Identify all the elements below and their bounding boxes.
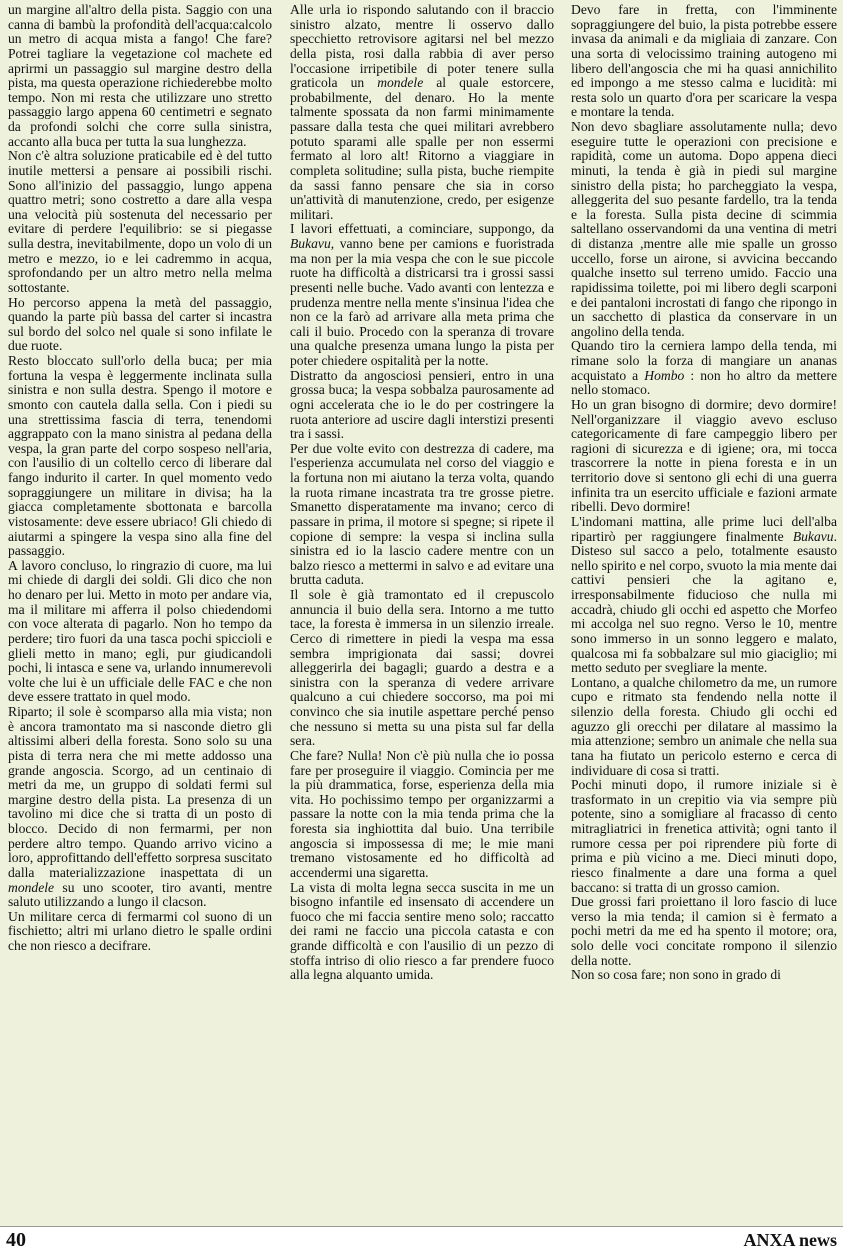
paragraph: Lontano, a qualche chilometro da me, un rumore cupo e ritmato sta fendendo nella notte il silenzio della foresta. Chiudo gli occhi ed aguzzo gli orecchi per dilatare al massimo la mia attenzione; sembro un animale che nella sua tana ha fiutato un pericolo esterno e cerca di individuare di cosa si tratti. — [571, 674, 837, 778]
italic-term: Bukavu — [792, 528, 834, 544]
italic-term: Bukavu — [290, 236, 331, 251]
paragraph: Per due volte evito con destrezza di cadere, ma l'esperienza accumulata nel corso del viaggio e la fortuna non mi aiutano la terza volta, quando la ruota rimane incastrata tra tre grosse pietre. Smanetto disperatamente ma invano; cerco di passare in prima, il motore si spegne; si ripete il copione di sempre: la vespa si inclina sulla sinistra ed io la lascio cadere mentre con un balzo riesco a mettermi in salvo e ad evitare una brutta caduta. — [290, 440, 554, 588]
paragraph: Non c'è altra soluzione praticabile ed è del tutto inutile mettersi a pensare ai possibili rischi. Sono all'inizio del passaggio, lungo appena quattro metri; sono costretto a dare alla vespa una velocità più sostenuta del necessario per evitare di perdere l'equilibrio: se si piegasse sulla destra, inevitabilmente, dopo un volo di un metro e mezzo, io e lei cadremmo in acqua, sprofondando per un altro metro nella melma sottostante. — [8, 148, 272, 295]
paragraph: Resto bloccato sull'orlo della buca; per mia fortuna la vespa è leggermente inclinata sulla sinistra e non sulla destra. Spengo il motore e smonto con cautela dalla sella. Con i piedi su una strettissima fascia di terra, tenendomi aggrappato con la mano sinistra al pedana della vespa, la gran parte del corpo sospeso nell'aria, con l'ausilio di un coltello cerco di liberare dal fango indurito il carter. In quel momento vedo sopraggiungere un militare in divisa; ha la giacca completamente sbottonata e barcolla vistosamente: deve essere ubriaco! Gli chiedo di aiutarmi a spingere la vespa sino alla fine del passaggio. — [8, 353, 272, 559]
italic-term: mondele — [377, 75, 424, 91]
paragraph: Ho percorso appena la metà del passaggio, quando la parte più bassa del carter si incastra sul bordo del solco nel quale si sono infilate le due ruote. — [8, 294, 272, 354]
paragraph: Alle urla io rispondo salutando con il braccio sinistro alzato, mentre li osservo dallo specchietto retrovisore agitarsi nel bel mezzo della pista, rosi dalla rabbia di aver perso l'occasione irripetibile di poter tenere sulla graticola un mondele al quale estorcere, probabilmente, del denaro. Ho la mente talmente spossata da non farmi minimamente passare dalla testa che quei militari avrebbero potuto sparami alle spalle per non essermi fermato al loro alt! Ritorno a viaggiare in completa solitudine; sulla pista, buche riempite da sassi fanno pensare che sia in corso un'attività di manutenzione, credo, per esigenze militari. — [290, 3, 554, 222]
paragraph: Devo fare in fretta, con l'imminente sopraggiungere del buio, la pista potrebbe essere invasa da animali e da migliaia di zanzare. Con una sorta di velocissimo training autogeno mi libero dell'angoscia che mi ha quasi annichilito ed impongo a me stesso calma e lucidità: mi resta solo un quarto d'ora per scaricare la vespa e montare la tenda. — [571, 3, 837, 120]
paragraph: Che fare? Nulla! Non c'è più nulla che io possa fare per proseguire il viaggio. Comincia per me la più drammatica, forse, esperienza della mia vita. Ho pochissimo tempo per organizzarmi a passare la notte con la mia tenda prima che la foresta sia inghiottita dal buio. Una terribile angoscia si impossessa di me; le mie mani tremano vistosamente ed ho difficoltà ad accendermi una sigaretta. — [290, 747, 554, 880]
publication-name: ANXA news — [743, 1230, 837, 1250]
italic-term: mondele — [8, 879, 55, 895]
paragraph: Non devo sbagliare assolutamente nulla; devo eseguire tutte le operazioni con precisione e rapidità, come un automa. Dopo appena dieci minuti, la tenda è già in piedi sul margine sinistro della pista; ho parcheggiato la vespa, alleggerita del suo pesante fardello, tra la tenda e la foresta. Sulla pista decine di scimmia saltellano osservandomi da una ventina di metri di distanza ,mentre alle mie spalle un grosso uccello, forse un airone, si avvicina beccando qualche insetto sul terreno umido. Faccio una rapidissima toilette, poi mi libero degli scarponi e dei pantaloni incrostati di fango che ripongo in un sacchetto di plastica da conservare in un angolino della tenda. — [571, 119, 837, 339]
paragraph: I lavori effettuati, a cominciare, suppongo, da Bukavu, vanno bene per camions e fuoristrada ma non per la mia vespa che con le sue piccole ruote ha difficoltà a districarsi tra i grossi sassi presenti nelle buche. Vado avanti con lentezza e prudenza mentre nella mente s'insinua l'idea che non ce la farò ad arrivare alla meta prima che cali il buio. Procedo con la speranza di trovare una qualche presenza umana lungo la pista per poter chiedere ospitalità per la notte. — [290, 221, 554, 368]
paragraph: Non so cosa fare; non sono in grado di — [571, 967, 781, 983]
text-column-1 — [8, 3, 272, 1221]
paragraph: Un militare cerca di fermarmi col suono di un fischietto; altri mi urlano dietro le spalle ordini che non riesco a decifrare. — [8, 908, 272, 953]
italic-term: Hombo — [644, 367, 685, 383]
footer-divider — [0, 1226, 843, 1227]
paragraph: Il sole è già tramontato ed il crepuscolo annuncia il buio della sera. Intorno a me tutto tace, la foresta è immersa in un silenzio irreale. Cerco di rimettere in piedi la vespa ma essa sembra imprigionata dai sassi; dovrei alleggerirla dei bagagli; guardo a destra e a sinistra con la speranza di vedere arrivare qualcuno a cui chiedere soccorso, ma poi mi convinco che sia inutile aspettare perché penso che nessuno si metta su una pista sul far della sera. — [290, 587, 554, 749]
paragraph: La vista di molta legna secca suscita in me un bisogno infantile ed insensato di accendere un fuoco che mi faccia sentire meno solo; raccatto dei rami ne faccio una piccola catasta e con grande difficoltà e con l'ausilio di un pezzo di stoffa intriso di olio riesco a far prendere fuoco alla legna alquanto umida. — [290, 879, 554, 983]
paragraph: Distratto da angosciosi pensieri, entro in una grossa buca; la vespa sobbalza paurosamente ad ogni accelerata che io le do per costringere la ruota anteriore ad uscire dagli interstizi presenti tra i sassi. — [290, 367, 554, 442]
paragraph: Pochi minuti dopo, il rumore iniziale si è trasformato in un crepitio via via sempre più potente, sino a somigliare al fracasso di cento mitragliatrici in frenetica attività; ogni tanto il rumore cessa per poi riprendere più forte di prima e più vicino a me. Dieci minuti dopo, riesco finalmente a dare una forma a quel baccano: si tratta di un grosso camion. — [571, 777, 837, 895]
paragraph: A lavoro concluso, lo ringrazio di cuore, ma lui mi chiede di dargli dei soldi. Gli dico che non ho denaro per lui. Metto in moto per andare via, ma il militare mi afferra il polso chiedendomi con voce alterata di pagarlo. Non ho tempo da perdere; tiro fuori da una tasca pochi spiccioli e glieli metto in mano; egli, pur giudicandoli pochi, li intasca e sene va, urlando innumerevoli volte che lui è un ufficiale delle FAC e che non deve essere trattato in quel modo. — [8, 557, 272, 705]
text-column-2 — [290, 3, 554, 1221]
paragraph: Due grossi fari proiettano il loro fascio di luce verso la mia tenda; il camion si è fermato a pochi metri da me ed ha spento il motore; ora, solo delle voci concitate rompono il silenzio della notte. — [571, 894, 837, 968]
paragraph: L'indomani mattina, alle prime luci dell'alba ripartirò per raggiungere finalmente Bukavu. Disteso sul sacco a pelo, totalmente esausto nello spirito e nel corpo, svuoto la mia mente dai cattivi pensieri che la agitano e, irresponsabilmente fiducioso che nulla mi accadrà, chiudo gli occhi ed aspetto che Morfeo mi accolga nel suo regno. Verso le 10, mentre sono immerso in un sonno leggero e malato, qualcosa mi fa sobbalzare sul mio giaciglio; mi metto seduto per svegliare la mente. — [571, 513, 837, 676]
page-number: 40 — [6, 1229, 26, 1251]
paragraph: Quando tiro la cerniera lampo della tenda, mi rimane solo la forza di mangiare un ananas acquistato a Hombo : non ho altro da mettere nello stomaco. — [571, 338, 837, 398]
paragraph: Ho un gran bisogno di dormire; devo dormire! Nell'organizzare il viaggio avevo escluso categoricamente di fare campeggio libero per ragioni di sicurezza e di igiene; ora, mi tocca trascorrere la notte in piena foresta e in un territorio dove si sentono gli echi di una guerra infinita tra un esercito ufficiale e fazioni armate ribelli. Devo dormire! — [571, 396, 837, 515]
paragraph: un margine all'altro della pista. Saggio con una canna di bambù la profondità dell'acqua:calcolo un metro di acqua mista a fango! Che fare? Potrei tagliare la vegetazione col machete ed aprirmi un passaggio sul margine destro della pista, ma questa operazione richiederebbe molto tempo. Non mi resta che utilizzare uno stretto passaggio largo appena 60 centimetri e segnato da profondi solchi che corre sulla sinistra, accanto alla buca per tutta la sua lunghezza. — [8, 3, 272, 149]
paragraph: Riparto; il sole è scomparso alla mia vista; non è ancora tramontato ma si nasconde dietro gli altissimi alberi della foresta. Sono solo su una pista di terra nera che mi mette addosso una grande angoscia. Scorgo, ad un centinaio di metri da me, un gruppo di soldati fermi sul margine destro della pista. La presenza di un tavolino mi dice che si tratta di un posto di blocco. Decido di non fermarmi, per non perdere altro tempo. Quando arrivo vicino a loro, approfittando dell'effetto sorpresa suscitato dalla materializzazione inaspettata di un mondele su uno scooter, tiro avanti, mentre saluto utilizzando a lungo il clacson. — [8, 704, 272, 910]
text-column-3 — [571, 3, 837, 1221]
